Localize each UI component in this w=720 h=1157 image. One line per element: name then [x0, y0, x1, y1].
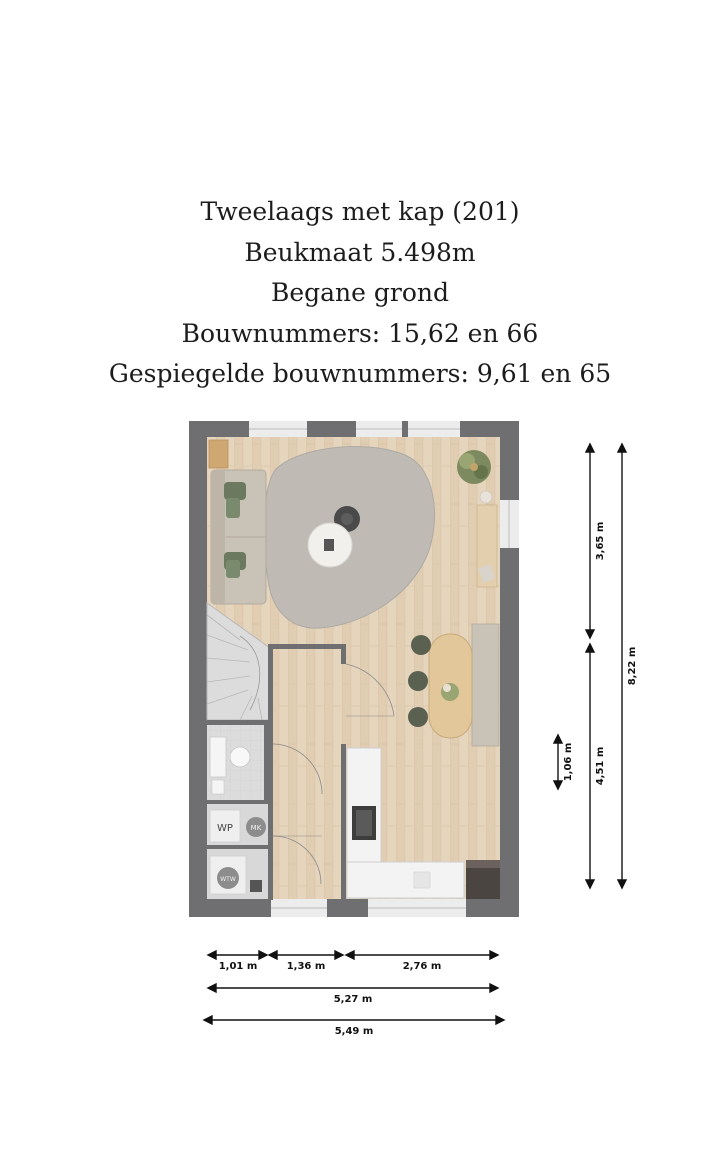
- dim-inner-width: 5,27 m: [333, 994, 373, 1005]
- kitchen-counter: [347, 862, 464, 898]
- dim-total-depth: 8,22 m: [627, 646, 638, 686]
- dim-kitchen-depth: 4,51 m: [595, 746, 606, 786]
- plant-icon: [457, 450, 491, 484]
- dining-chair-1: [411, 635, 431, 655]
- dim-seg1: 1,01 m: [218, 961, 258, 972]
- mk-label: MK: [250, 824, 262, 832]
- dim-small: 1,06 m: [563, 742, 574, 782]
- wtw-label: WTW: [220, 876, 236, 883]
- dining-bench: [472, 624, 499, 746]
- toilet-icon: [230, 747, 250, 767]
- hall-wall-right: [341, 644, 346, 664]
- hall-wall-left: [268, 644, 273, 900]
- house-type-title: Tweelaags met kap (201): [200, 197, 520, 226]
- wp-label: WP: [217, 823, 233, 834]
- dim-total-width: 5,49 m: [334, 1026, 374, 1037]
- dim-seg3: 2,76 m: [402, 961, 442, 972]
- dining-chair-3: [408, 707, 428, 727]
- dim-seg2: 1,36 m: [286, 961, 326, 972]
- dining-chair-2: [408, 671, 428, 691]
- floor-name: Begane grond: [270, 278, 450, 307]
- side-table: [209, 440, 228, 468]
- hall-wall-top: [268, 644, 346, 649]
- vertical-dimensions: [554, 444, 626, 888]
- mirrored-bouwnummers-line: Gespiegelde bouwnummers: 9,61 en 65: [108, 359, 612, 388]
- beukmaat-line: Beukmaat 5.498m: [244, 237, 476, 267]
- cushion-top: [224, 482, 246, 500]
- bouwnummers-line: Bouwnummers: 15,62 en 66: [181, 318, 539, 348]
- dim-living-depth: 3,65 m: [595, 521, 606, 561]
